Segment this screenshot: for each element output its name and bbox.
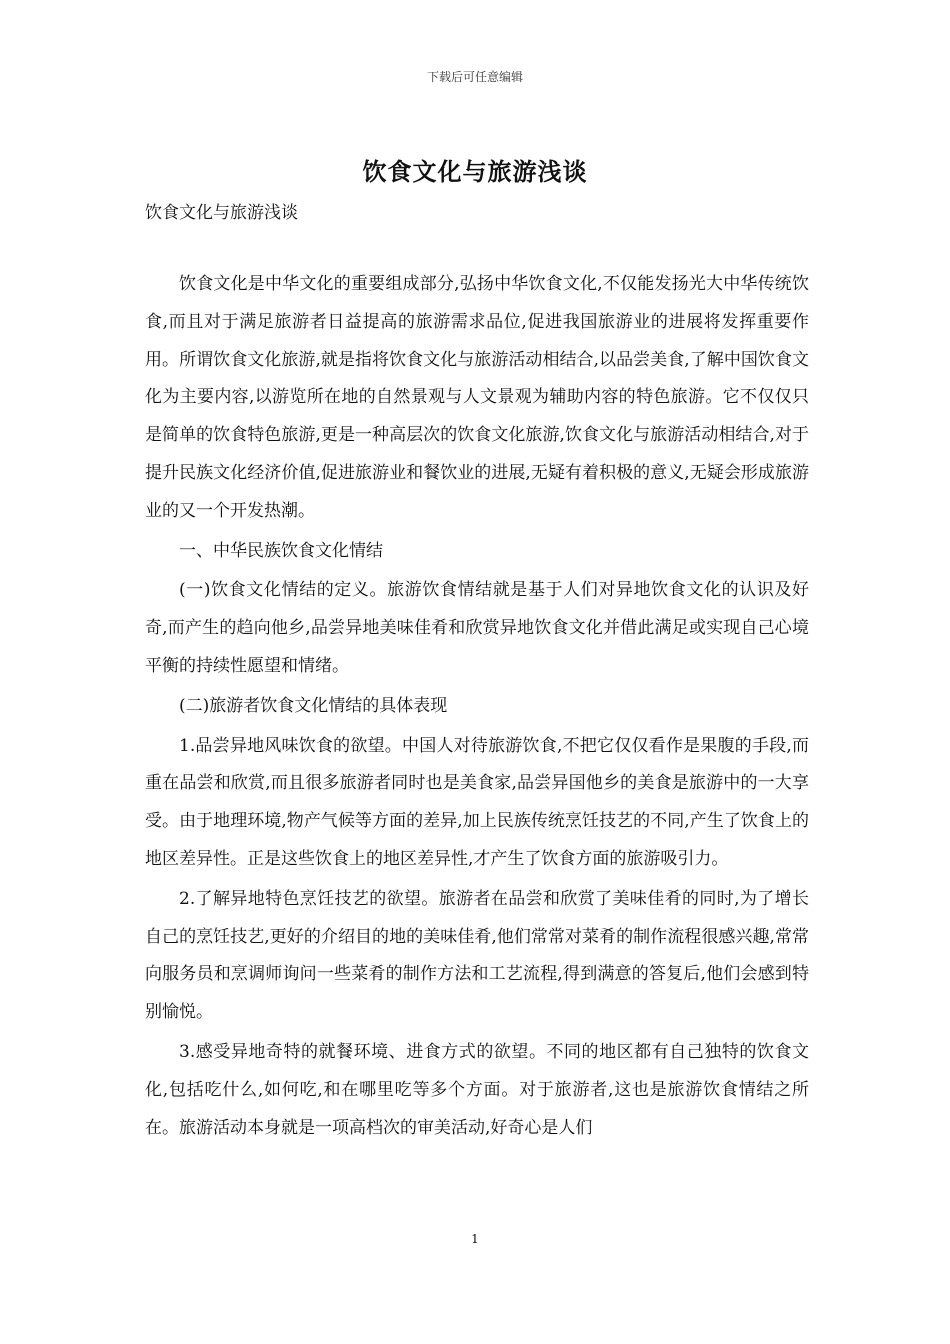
subsection-definition: (一)饮食文化情结的定义。旅游饮食情结就是基于人们对异地饮食文化的认识及好奇,而产生的趋向他乡,品尝异地美味佳肴和欣赏异地饮食文化并借此满足或实现自己心境平衡的持续性愿望和情绪。 [145, 580, 809, 676]
point-3-paragraph: 3.感受异地奇特的就餐环境、进食方式的欲望。不同的地区都有自己独特的饮食文化,包括吃什么,如何吃,和在哪里吃等多个方面。对于旅游者,这也是旅游饮食情结之所在。旅游活动本身就是一项高档次的审美活动,好奇心是人们 [145, 1041, 809, 1138]
section-heading: 一、中华民族饮食文化情结 [179, 540, 383, 561]
page-header-note: 下载后可任意编辑 [426, 70, 523, 84]
document-body [145, 266, 809, 1149]
point-1-paragraph: 1.品尝异地风味饮食的欲望。中国人对待旅游饮食,不把它仅仅看作是果腹的手段,而重在品尝和欣赏,而且很多旅游者同时也是美食家,品尝异国他乡的美食是旅游中的一大享受。由于地理环境,物产气候等方面的差异,加上民族传统烹饪技艺的不同,产生了饮食上的地区差异性。正是这些饮食上的地区差异性,才产生了饮食方面的旅游吸引力。 [145, 735, 809, 869]
document-subtitle: 饮食文化与旅游浅谈 [145, 203, 298, 223]
subsection-heading: (二)旅游者饮食文化情结的具体表现 [179, 695, 448, 716]
intro-paragraph: 饮食文化是中华文化的重要组成部分,弘扬中华饮食文化,不仅能发扬光大中华传统饮食,而且对于满足旅游者日益提高的旅游需求品位,促进我国旅游业的进展将发挥重要作用。所谓饮食文化旅游,就是指将饮食文化与旅游活动相结合,以品尝美食,了解中国饮食文化为主要内容,以游览所在地的自然景观与人文景观为辅助内容的特色旅游。它不仅仅只是简单的饮食特色旅游,更是一种高层次的饮食文化旅游,饮食文化与旅游活动相结合,对于提升民族文化经济价值,促进旅游业和餐饮业的进展,无疑有着积极的意义,无疑会形成旅游业的又一个开发热潮。 [145, 274, 809, 521]
document-title: 饮食文化与旅游浅谈 [362, 157, 588, 186]
point-2-paragraph: 2.了解异地特色烹饪技艺的欲望。旅游者在品尝和欣赏了美味佳肴的同时,为了增长自己的烹饪技艺,更好的介绍目的地的美味佳肴,他们常常对菜肴的制作流程很感兴趣,常常向服务员和烹调师询问一些菜肴的制作方法和工艺流程,得到满意的答复后,他们会感到特别愉悦。 [145, 888, 809, 1023]
page-number: 1 [471, 1232, 479, 1246]
